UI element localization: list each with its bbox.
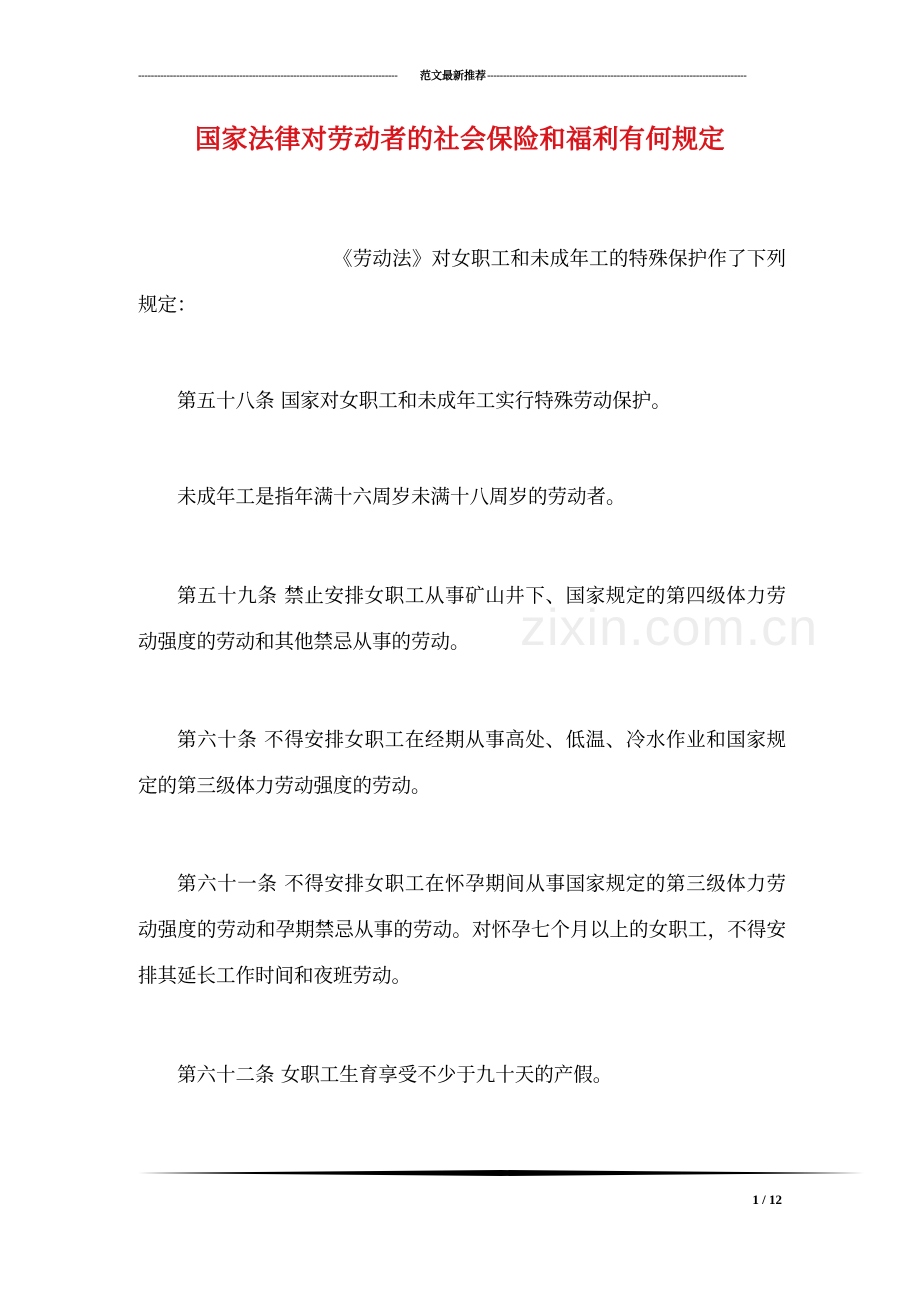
header-dashes-right: ---------------------------------------------------------------------------------- (487, 70, 747, 82)
paragraph-minor-worker-definition (138, 474, 786, 520)
paragraph: 《劳动法》对女职工和未成年工的特殊保护作了下列规定： (138, 247, 786, 316)
paragraph-article-58 (138, 378, 786, 424)
header-label: 范文最新推荐 (420, 70, 486, 82)
page-header (138, 66, 768, 86)
paragraph: 第六十一条 不得安排女职工在怀孕期间从事国家规定的第三级体力劳动强度的劳动和孕期禁忌从事的劳动。对怀孕七个月以上的女职工，不得安排其延长工作时间和夜班劳动。 (138, 872, 786, 987)
paragraph: 第五十九条 禁止安排女职工从事矿山井下、国家规定的第四级体力劳动强度的劳动和其他禁忌从事的劳动。 (138, 584, 786, 653)
header-dashes-left: ---------------------------------------------------------------------------------- (138, 70, 398, 82)
paragraph-article-59 (138, 573, 786, 665)
paragraph-article-60 (138, 717, 786, 809)
paragraph: 第六十条 不得安排女职工在经期从事高处、低温、冷水作业和国家规定的第三级体力劳动强度的劳动。 (138, 728, 786, 797)
watermark: zixin.com.cn (520, 599, 819, 657)
footer-rule (138, 1170, 864, 1176)
document-title: 国家法律对劳动者的社会保险和福利有何规定 (194, 125, 725, 155)
paragraph-intro (138, 236, 786, 328)
paragraph: 第五十八条 国家对女职工和未成年工实行特殊劳动保护。 (177, 389, 671, 412)
page-number: 1 / 12 (752, 1192, 782, 1207)
paragraph-article-62 (138, 1052, 786, 1098)
paragraph-article-61 (138, 861, 786, 999)
paragraph: 未成年工是指年满十六周岁未满十八周岁的劳动者。 (177, 485, 626, 508)
paragraph: 第六十二条 女职工生育享受不少于九十天的产假。 (177, 1063, 613, 1086)
